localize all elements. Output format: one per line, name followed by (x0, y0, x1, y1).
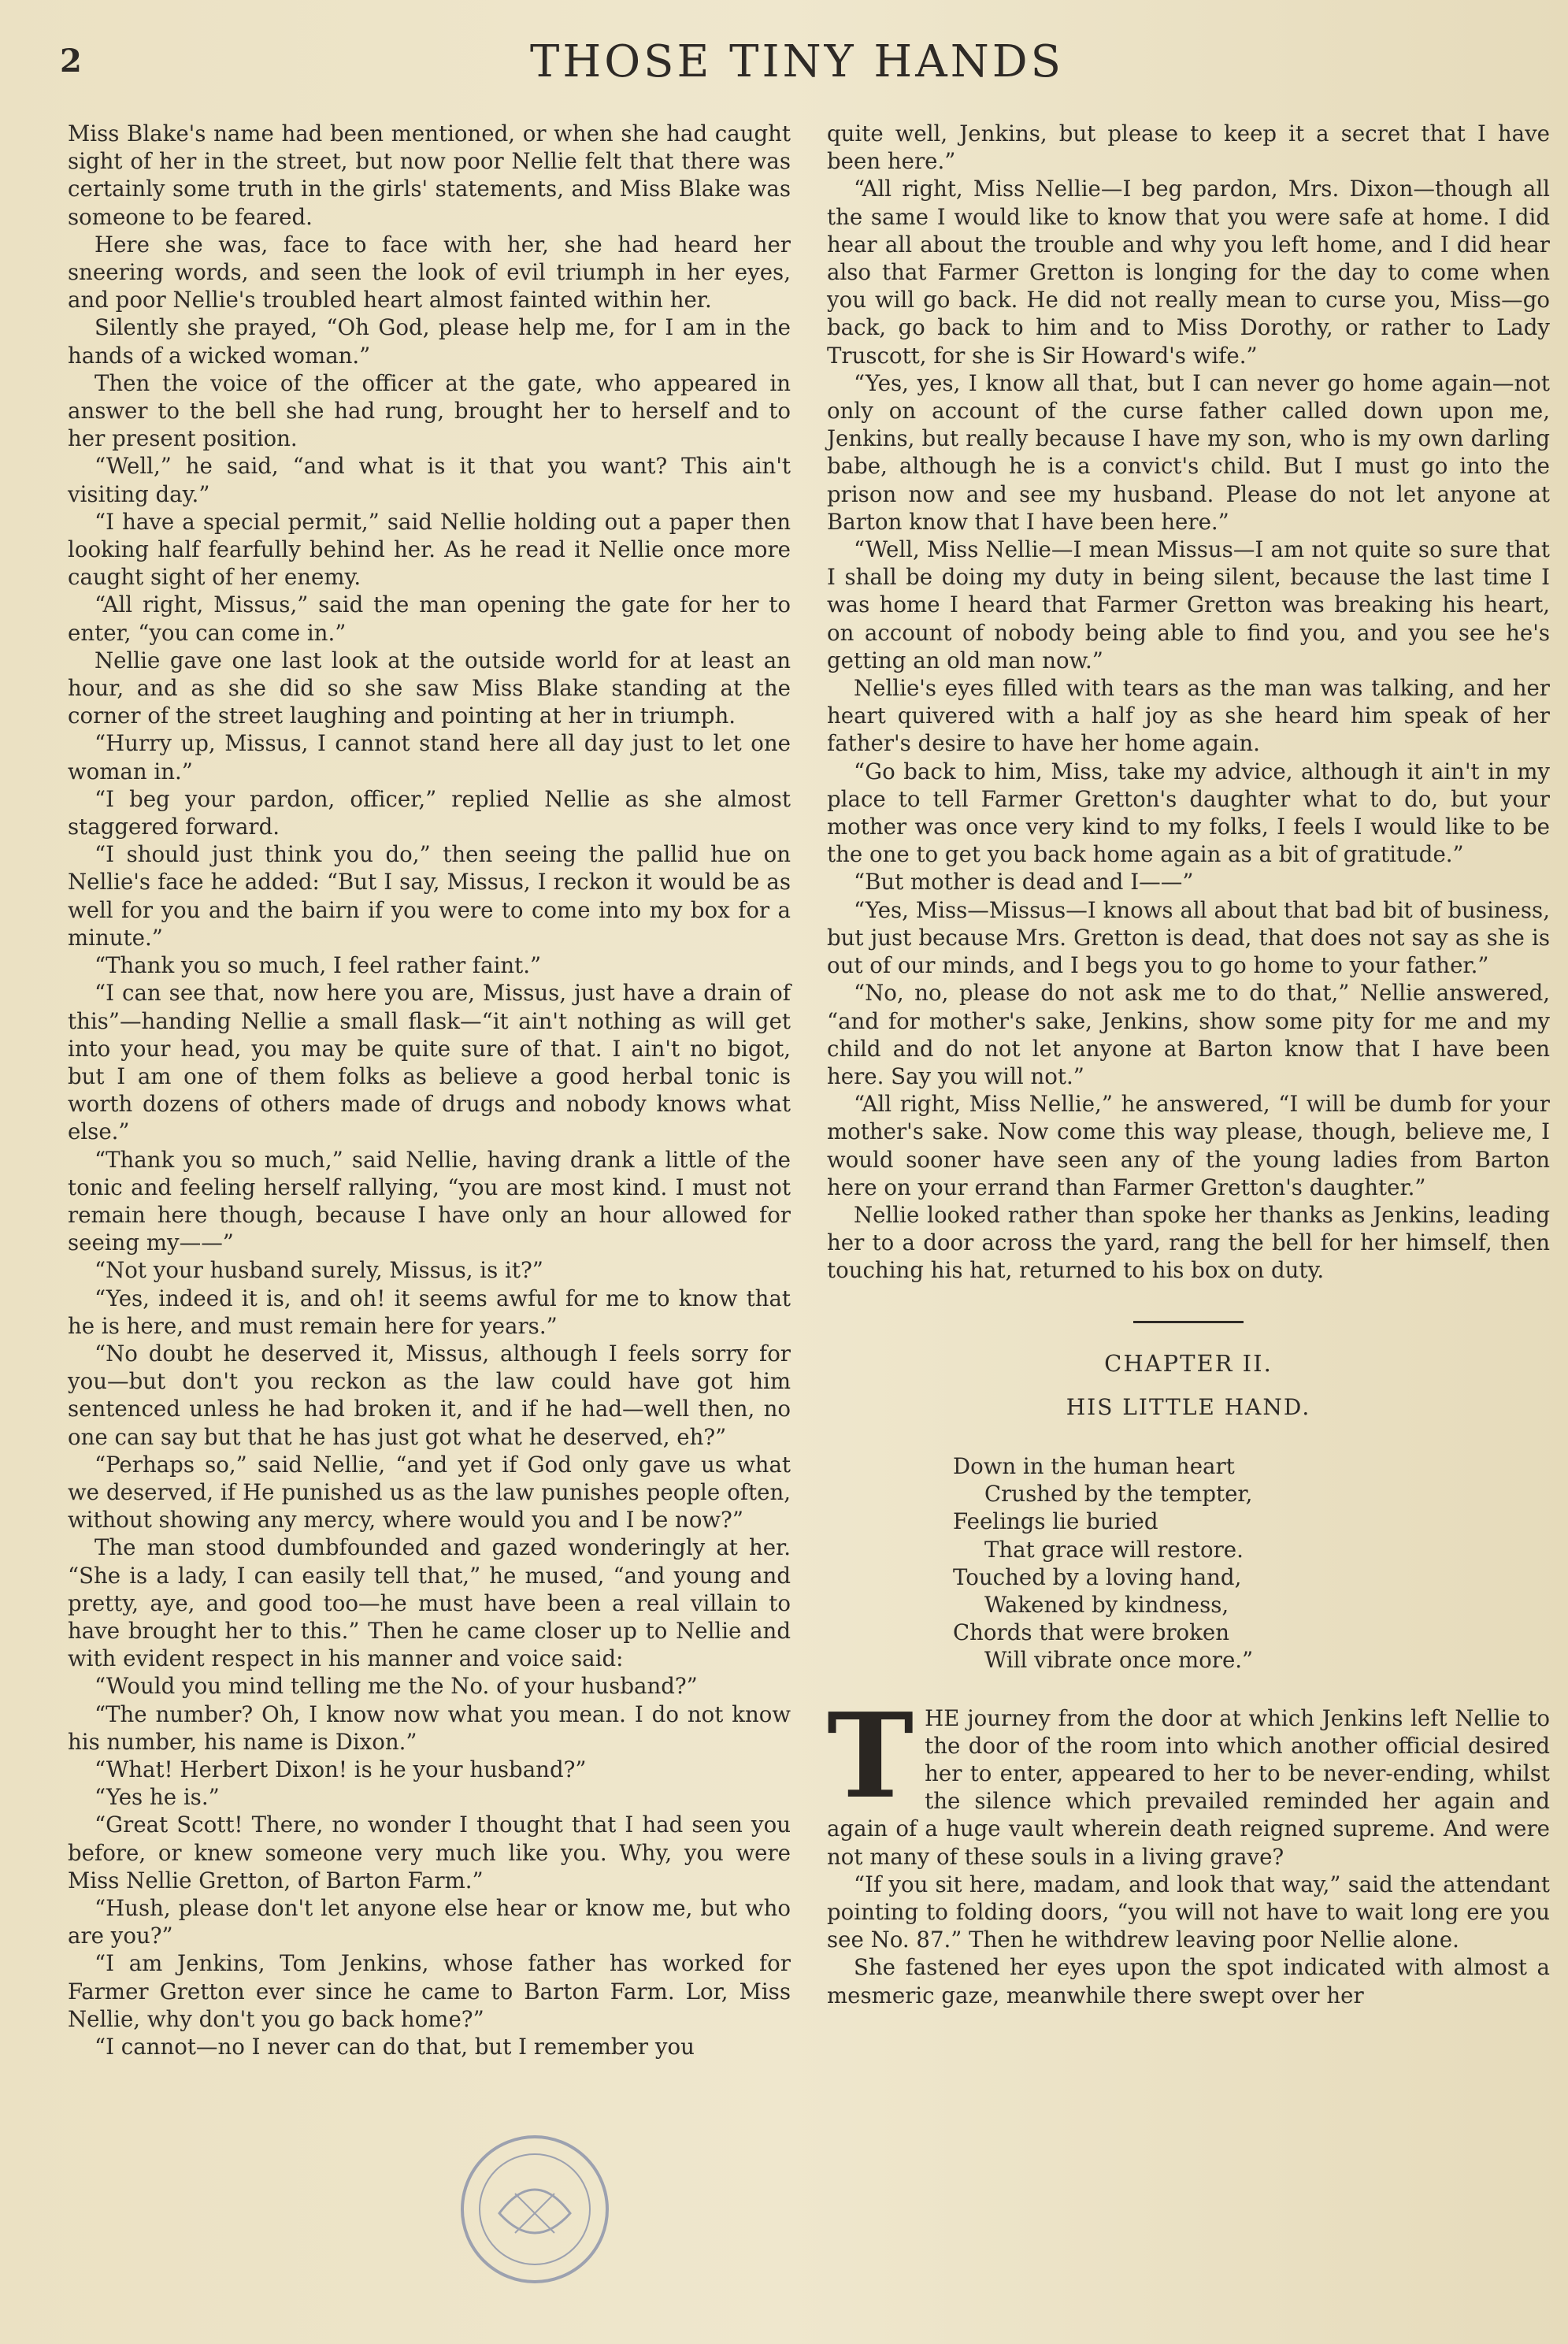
page-number: 2 (60, 43, 82, 80)
chapter-title: HIS LITTLE HAND. (1066, 1393, 1311, 1420)
paragraph: “I beg your pardon, officer,” replied Nellie as she almost staggered forward. (68, 785, 791, 840)
paragraph: “I cannot—no I never can do that, but I remember you (95, 2034, 695, 2060)
paragraph: “Hush, please don't let anyone else hear or know me, but who are you?” (68, 1895, 791, 1949)
paragraph: “All right, Miss Nellie—I beg pardon, Mrs. Dixon—though all the same I would like to know that you were safe at home. I did hear all about the trouble and why you left home, and I did hear also that Farmer Gretton is longing for the day to come when you will go back. He did not really mean to curse you, Miss—go back, go back to him and to Miss Dorothy, or rather to Lady Truscott, for she is Sir Howard's wife.” (827, 176, 1550, 369)
paragraph: Here she was, face to face with her, she had heard her sneering words, and seen the look of evil triumph in her eyes, and poor Nellie's troubled heart almost fainted within her. (68, 231, 791, 313)
paragraph: “I have a special permit,” said Nellie holding out a paper then looking half fearfully behind her. As he read it Nellie once more caught sight of her enemy. (68, 508, 791, 591)
left-column (68, 120, 791, 2060)
paragraph: “Hurry up, Missus, I cannot stand here all day just to let one woman in.” (68, 730, 791, 784)
opening-text: HE journey from the door at which Jenkins left Nellie to the door of the room into which another official desired her to enter, appeared to her to be never-ending, whilst the silence which prevailed reminded her again and again of a huge vault wherein death reigned supreme. And were not many of these souls in a living grave? (827, 1704, 1550, 1870)
library-stamp-icon (452, 2127, 617, 2292)
paragraph: The man stood dumbfounded and gazed wonderingly at her. “She is a lady, I can easily tell that,” he mused, “and young and pretty, aye, and good too—he must have been a real villain to have brought her to this.” Then he came closer up to Nellie and with evident respect in his manner and voice said: (68, 1534, 791, 1672)
paragraph: “All right, Missus,” said the man opening the gate for her to enter, “you can come in.” (68, 592, 791, 646)
drop-cap: T (827, 1686, 914, 1824)
paragraph: Miss Blake's name had been mentioned, or when she had caught sight of her in the street, but now poor Nellie felt that there was certainly some truth in the girls' statements, and Miss Blake was someone to be feared. (68, 121, 791, 230)
paragraph: “Would you mind telling me the No. of your husband?” (95, 1673, 698, 1700)
paragraph: Silently she prayed, “Oh God, please help me, for I am in the hands of a wicked woman.” (68, 314, 791, 369)
poem-line: That grace will restore. (984, 1536, 1244, 1563)
paragraph: “What! Herbert Dixon! is he your husband?” (95, 1756, 587, 1782)
paragraph: Nellie looked rather than spoke her thanks as Jenkins, leading her to a door across the yard, rang the bell for her himself, then touching his hat, returned to his box on duty. (827, 1201, 1550, 1284)
paragraph: “But mother is dead and I——” (854, 869, 1194, 896)
poem-line: Touched by a loving hand, (953, 1563, 1242, 1590)
paragraph: Nellie gave one last look at the outside world for at least an hour, and as she did so she saw Miss Blake standing at the corner of the street laughing and pointing at her in triumph. (68, 647, 791, 729)
paragraph: “Yes, indeed it is, and oh! it seems awful for me to know that he is here, and must remain here for years.” (68, 1285, 791, 1339)
paragraph: “Great Scott! There, no wonder I thought that I had seen you before, or knew someone very much like you. Why, you were Miss Nellie Gretton, of Barton Farm.” (68, 1812, 791, 1893)
poem-line: Down in the human heart (953, 1452, 1235, 1479)
chapter-number: CHAPTER II. (1104, 1349, 1273, 1377)
paragraph: “If you sit here, madam, and look that way,” said the attendant pointing to folding doors, “you will not have to wait long ere you see No. 87.” Then he withdrew leaving poor Nellie alone. (827, 1871, 1550, 1953)
paragraph: “All right, Miss Nellie,” he answered, “I will be dumb for your mother's sake. Now come this way please, though, believe me, I would sooner have seen any of the young ladies from Barton here on your errand than Farmer Gretton's daughter.” (827, 1091, 1550, 1200)
poem-line: Feelings lie buried (953, 1508, 1158, 1535)
paragraph: “Go back to him, Miss, take my advice, although it ain't in my place to tell Farmer Gretton's daughter what to do, but your mother was once very kind to my folks, I feels I would like to be the one to get you back home again as a bit of gratitude.” (827, 758, 1550, 868)
paragraph: “I can see that, now here you are, Missus, just have a drain of this”—handing Nellie a small flask—“it ain't nothing as will get into your head, you may be quite sure of that. I ain't no bigot, but I am one of them folks as believe a good herbal tonic is worth dozens of others made of drugs and nobody knows what else.” (68, 980, 791, 1145)
paragraph: “Thank you so much,” said Nellie, having drank a little of the tonic and feeling herself rallying, “you are most kind. I must not remain here though, because I have only an hour allowed for seeing my——” (68, 1146, 791, 1256)
poem-line: Chords that were broken (953, 1619, 1229, 1646)
paragraph: Nellie's eyes filled with tears as the man was talking, and her heart quivered with a half joy as she heard him speak of her father's desire to have her home again. (827, 675, 1550, 757)
paragraph: “No doubt he deserved it, Missus, although I feels sorry for you—but don't you reckon as the law could have got him sentenced unless he had broken it, and if he had—well then, no one can say but that he has just got what he deserved, eh?” (68, 1340, 791, 1450)
paragraph: “Yes, yes, I know all that, but I can never go home again—not only on account of the curse father called down upon me, Jenkins, but really because I have my son, who is my own darling babe, although he is a convict's child. But I must go into the prison now and see my husband. Please do not let anyone at Barton know that I have been here.” (827, 369, 1550, 535)
paragraph: She fastened her eyes upon the spot indicated with almost a mesmeric gaze, meanwhile there swept over her (827, 1954, 1550, 2008)
paragraph: “Well, Miss Nellie—I mean Missus—I am not quite so sure that I shall be doing my duty in being silent, because the last time I was home I heard that Farmer Gretton was breaking his heart, on account of nobody being able to find you, and you see he's getting an old man now.” (827, 536, 1550, 673)
paragraph: “No, no, please do not ask me to do that,” Nellie answered, “and for mother's sake, Jenkins, show some pity for me and my child and do not let anyone at Barton know that I have been here. Say you will not.” (827, 980, 1550, 1089)
page-header (49, 32, 1545, 87)
paragraph: “Thank you so much, I feel rather faint.” (95, 952, 542, 979)
poem-line: Wakened by kindness, (984, 1591, 1229, 1618)
paragraph: quite well, Jenkins, but please to keep it a secret that I have been here.” (827, 121, 1550, 175)
paragraph: “Well,” he said, “and what is it that you want? This ain't visiting day.” (68, 453, 791, 507)
opening-paragraph (827, 1686, 1550, 1871)
paragraph: “The number? Oh, I know now what you mean. I do not know his number, his name is Dixon.” (68, 1701, 791, 1755)
right-column (827, 120, 1550, 2009)
section-divider (1133, 1321, 1244, 1323)
paragraph: “Yes he is.” (95, 1784, 220, 1811)
running-title: THOSE TINY HANDS (530, 36, 1064, 87)
paragraph: “Yes, Miss—Missus—I knows all about that bad bit of business, but just because Mrs. Gretton is dead, that does not say as she is out of our minds, and I begs you to go home to your father.” (827, 896, 1550, 979)
epigraph-poem (953, 1452, 1550, 1675)
paragraph: “I should just think you do,” then seeing the pallid hue on Nellie's face he added: “But I say, Missus, I reckon it would be as well for you and the bairn if you were to come into my box for a minute.” (68, 841, 791, 951)
paragraph: Then the voice of the officer at the gate, who appeared in answer to the bell she had rung, brought her to herself and to her present position. (68, 369, 791, 452)
poem-line: Will vibrate once more.” (984, 1647, 1254, 1674)
paragraph: “I am Jenkins, Tom Jenkins, whose father has worked for Farmer Gretton ever since he came to Barton Farm. Lor, Miss Nellie, why don't you go back home?” (68, 1950, 791, 2032)
poem-line: Crushed by the tempter, (984, 1481, 1253, 1508)
paragraph: “Not your husband surely, Missus, is it?” (95, 1257, 543, 1284)
paragraph: “Perhaps so,” said Nellie, “and yet if God only gave us what we deserved, if He punished us as the law punishes people often, without showing any mercy, where would you and I be now?” (68, 1451, 791, 1534)
